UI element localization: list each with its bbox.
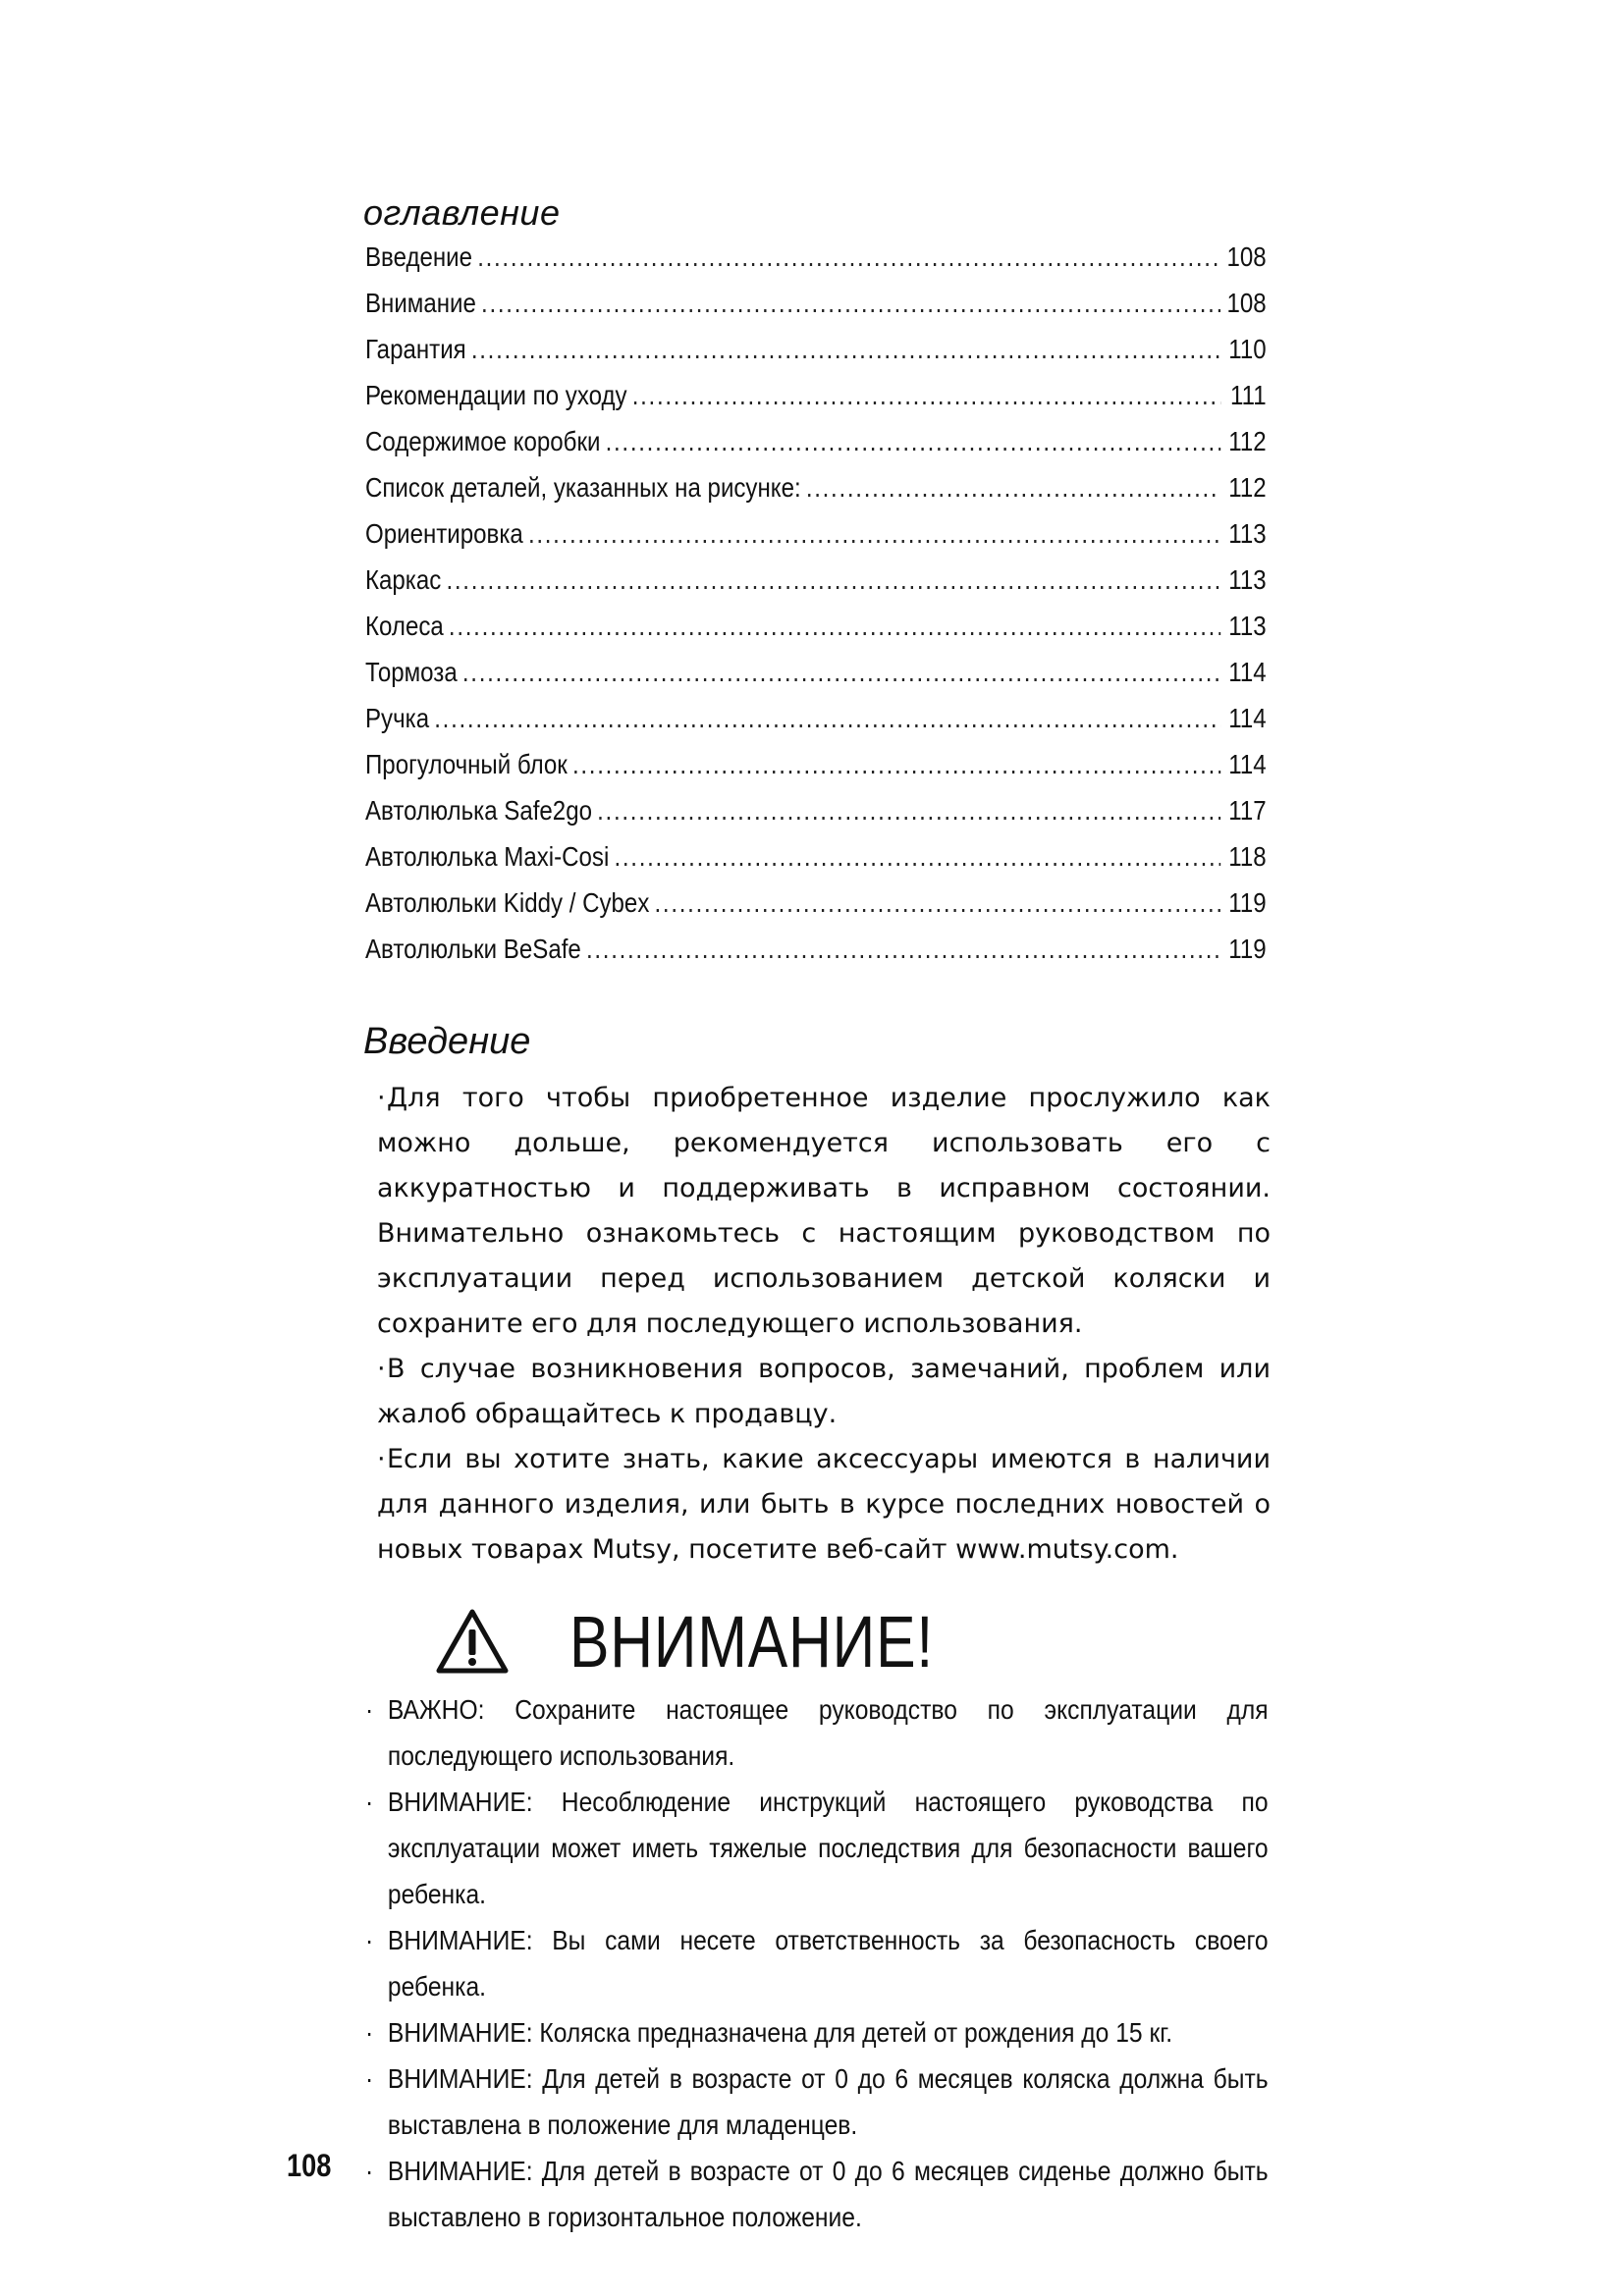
toc-leader-dots bbox=[481, 288, 1220, 319]
toc-entry-title: Автолюльки BeSafe bbox=[365, 934, 581, 964]
bullet-dot: · bbox=[377, 1083, 386, 1113]
table-of-contents bbox=[365, 241, 1267, 980]
warning-item-text: ВНИМАНИЕ: Для детей в возрасте от 0 до 6 месяцев сиденье должно быть выставлено в горизонтальное положение. bbox=[387, 2156, 1269, 2232]
bullet-dot: · bbox=[377, 1444, 386, 1474]
toc-entry bbox=[365, 380, 1267, 426]
toc-entry-title: Содержимое коробки bbox=[365, 426, 601, 456]
toc-entry-title: Автолюльки Kiddy / Cybex bbox=[365, 887, 650, 918]
warning-item bbox=[365, 1686, 1269, 1779]
toc-entry bbox=[365, 472, 1267, 518]
toc-entry bbox=[365, 795, 1267, 841]
intro-section bbox=[377, 1076, 1271, 1573]
toc-leader-dots bbox=[806, 472, 1220, 504]
warning-item bbox=[365, 2148, 1269, 2240]
toc-entry-page: 108 bbox=[1226, 288, 1267, 318]
warning-item-text: ВНИМАНИЕ: Вы сами несете ответственность за безопасность своего ребенка. bbox=[387, 1925, 1269, 2002]
toc-entry bbox=[365, 657, 1267, 703]
toc-entry-title: Автолюлька Maxi-Cosi bbox=[365, 841, 610, 872]
toc-entry-title: Колеса bbox=[365, 611, 444, 641]
toc-entry-title: Ручка bbox=[365, 703, 430, 733]
toc-entry-title: Рекомендации по уходу bbox=[365, 380, 627, 410]
toc-leader-dots bbox=[606, 426, 1221, 457]
toc-entry-page: 114 bbox=[1228, 749, 1267, 779]
toc-leader-dots bbox=[572, 749, 1220, 780]
toc-entry bbox=[365, 241, 1267, 288]
toc-entry-title: Тормоза bbox=[365, 657, 458, 687]
toc-entry-title: Каркас bbox=[365, 564, 442, 595]
intro-bullet-text: В случае возникновения вопросов, замечаний, проблем или жалоб обращайтесь к продавцу. bbox=[377, 1354, 1271, 1429]
toc-leader-dots bbox=[586, 934, 1220, 965]
toc-entry-title: Гарантия bbox=[365, 334, 466, 364]
toc-entry-title: Список деталей, указанных на рисунке: bbox=[365, 472, 801, 503]
toc-entry bbox=[365, 518, 1267, 564]
toc-entry-page: 117 bbox=[1228, 795, 1267, 826]
warning-triangle-icon bbox=[436, 1608, 509, 1675]
toc-entry bbox=[365, 749, 1267, 795]
toc-entry-page: 113 bbox=[1228, 564, 1267, 595]
toc-entry bbox=[365, 934, 1267, 980]
warning-item bbox=[365, 2056, 1269, 2148]
bullet-dot: · bbox=[365, 2017, 374, 2048]
toc-leader-dots bbox=[614, 841, 1220, 873]
toc-entry-title: Автолюлька Safe2go bbox=[365, 795, 592, 826]
bullet-dot: · bbox=[365, 1925, 374, 1955]
toc-entry-page: 119 bbox=[1228, 934, 1267, 964]
toc-entry-page: 113 bbox=[1228, 611, 1267, 641]
toc-entry bbox=[365, 611, 1267, 657]
toc-leader-dots bbox=[632, 380, 1220, 411]
toc-entry-title: Внимание bbox=[365, 288, 476, 318]
toc-leader-dots bbox=[477, 241, 1220, 273]
toc-entry bbox=[365, 841, 1267, 887]
toc-heading: оглавление bbox=[363, 192, 561, 233]
warning-item bbox=[365, 1779, 1269, 1917]
toc-entry bbox=[365, 887, 1267, 934]
toc-leader-dots bbox=[597, 795, 1220, 827]
toc-entry-page: 110 bbox=[1228, 334, 1267, 364]
toc-leader-dots bbox=[471, 334, 1220, 365]
toc-entry bbox=[365, 564, 1267, 611]
toc-entry-title: Прогулочный блок bbox=[365, 749, 568, 779]
warning-item-text: ВНИМАНИЕ: Коляска предназначена для детей от рождения до 15 кг. bbox=[387, 2017, 1173, 2048]
toc-leader-dots bbox=[655, 887, 1221, 919]
toc-entry-page: 108 bbox=[1226, 241, 1267, 272]
toc-entry-page: 111 bbox=[1230, 380, 1267, 410]
toc-entry-page: 112 bbox=[1228, 472, 1267, 503]
page-number: 108 bbox=[287, 2148, 332, 2183]
toc-leader-dots bbox=[449, 611, 1220, 642]
toc-leader-dots bbox=[462, 657, 1220, 688]
warning-list bbox=[365, 1686, 1269, 2240]
toc-entry-page: 114 bbox=[1228, 657, 1267, 687]
intro-bullet-item bbox=[377, 1076, 1271, 1347]
toc-entry-page: 113 bbox=[1228, 518, 1267, 549]
intro-bullet-item bbox=[377, 1437, 1271, 1573]
toc-entry-page: 118 bbox=[1228, 841, 1267, 872]
intro-bullet-text: Для того чтобы приобретенное изделие прослужило как можно дольше, рекомендуется использовать его с аккуратностью и поддерживать в исправном состоянии. Внимательно ознакомьтесь с настоящим руководством по эксплуатации перед использованием детской коляски и сохраните его для последующего использования. bbox=[377, 1083, 1271, 1339]
bullet-dot: · bbox=[365, 1787, 374, 1817]
toc-leader-dots bbox=[446, 564, 1220, 596]
bullet-dot: · bbox=[365, 2156, 374, 2186]
warning-item bbox=[365, 1917, 1269, 2009]
bullet-dot: · bbox=[365, 2063, 374, 2094]
warning-title: ВНИМАНИЕ! bbox=[569, 1600, 935, 1682]
intro-bullet-text: Если вы хотите знать, какие аксессуары имеются в наличии для данного изделия, или быть в курсе последних новостей о новых товарах Mutsy, посетите веб-сайт www.mutsy.com. bbox=[377, 1444, 1271, 1565]
toc-entry-page: 112 bbox=[1228, 426, 1267, 456]
bullet-dot: · bbox=[377, 1354, 386, 1384]
intro-bullet-item bbox=[377, 1347, 1271, 1437]
bullet-dot: · bbox=[365, 1694, 374, 1725]
toc-leader-dots bbox=[528, 518, 1220, 550]
toc-entry-title: Ориентировка bbox=[365, 518, 523, 549]
toc-entry-page: 114 bbox=[1228, 703, 1267, 733]
toc-entry bbox=[365, 703, 1267, 749]
toc-entry-page: 119 bbox=[1228, 887, 1267, 918]
warning-item bbox=[365, 2009, 1269, 2056]
toc-entry bbox=[365, 426, 1267, 472]
warning-heading bbox=[436, 1592, 1014, 1690]
intro-heading: Введение bbox=[363, 1021, 531, 1062]
toc-entry bbox=[365, 288, 1267, 334]
toc-leader-dots bbox=[434, 703, 1220, 734]
warning-item-text: ВНИМАНИЕ: Для детей в возрасте от 0 до 6 месяцев коляска должна быть выставлена в положение для младенцев. bbox=[387, 2063, 1269, 2140]
warning-item-text: ВАЖНО: Сохраните настоящее руководство по эксплуатации для последующего использования. bbox=[387, 1694, 1269, 1771]
toc-entry bbox=[365, 334, 1267, 380]
warning-item-text: ВНИМАНИЕ: Несоблюдение инструкций настоящего руководства по эксплуатации может иметь тяжелые последствия для безопасности вашего ребенка. bbox=[387, 1787, 1269, 1909]
toc-entry-title: Введение bbox=[365, 241, 473, 272]
